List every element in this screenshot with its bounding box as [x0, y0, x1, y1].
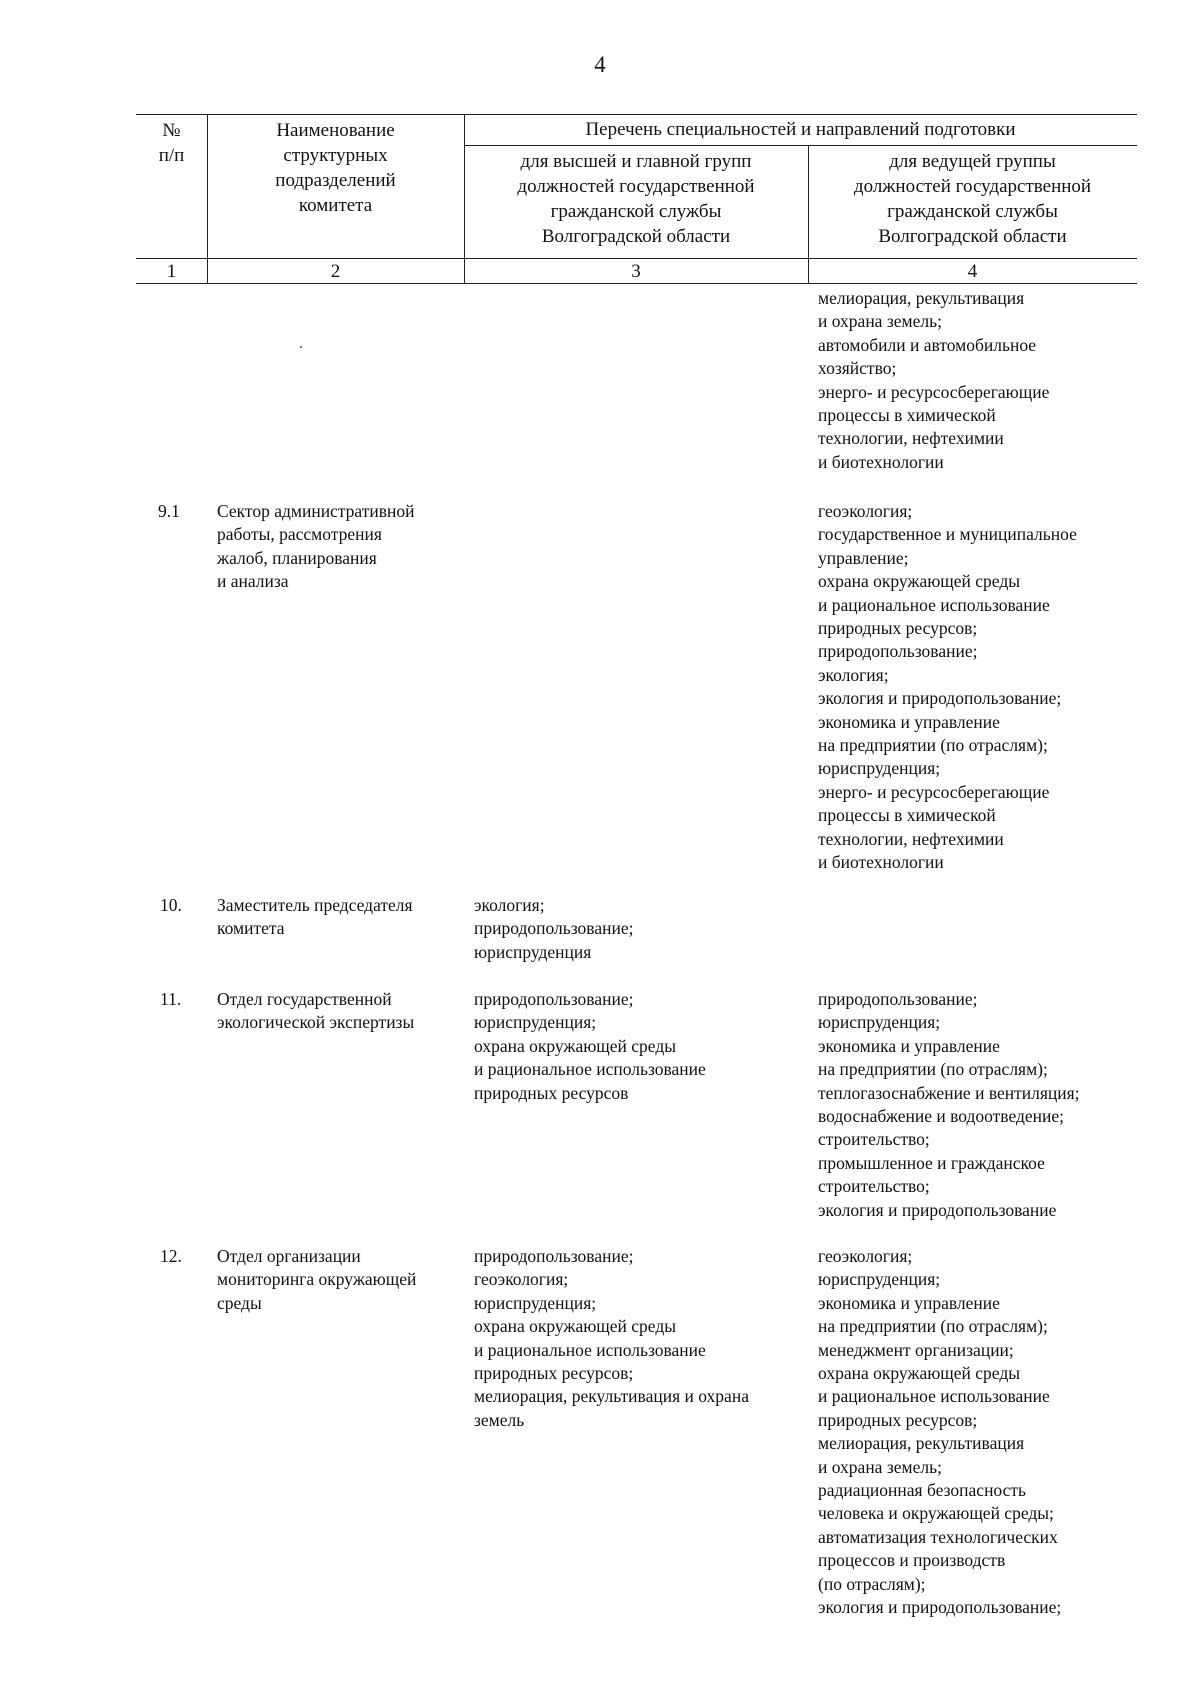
column-number-2: 2	[330, 261, 341, 282]
row-10-col3: экология; природопользование; юриспруденция	[474, 895, 634, 962]
column-number-1: 1	[166, 261, 177, 282]
row-10-number: 10.	[160, 895, 182, 915]
header-senior-groups: для высшей и главной групп должностей государственной гражданской службы Волгоградской области	[517, 151, 755, 247]
row-9-1-unit-name: Сектор административной работы, рассмотрения жалоб, планирования и анализа	[217, 501, 415, 592]
row-11-number: 11.	[160, 989, 182, 1009]
row-9-1-number: 9.1	[158, 501, 180, 521]
row-12-col4: геоэкология; юриспруденция; экономика и управление на предприятии (по отраслям); менеджмент организации; охрана окружающей среды и рациональное использование природных ресурсов; мелиорация, рекультивация и охрана земель; радиационная безопасность человека и окружающей среды; автоматизация технологических процессов и производств (по отраслям); экология и природопользование;	[818, 1246, 1062, 1618]
header-specialties-group: Перечень специальностей и направлений подготовки	[585, 119, 1016, 140]
row-12-col3: природопользование; геоэкология; юриспруденция; охрана окружающей среды и рациональное использование природных ресурсов; мелиорация, рекультивация и охрана земель	[474, 1246, 749, 1430]
row-11-col3: природопользование; юриспруденция; охрана окружающей среды и рациональное использование природных ресурсов	[474, 989, 706, 1103]
row-10-unit-name: Заместитель председателя комитета	[217, 895, 413, 939]
table-top-border	[136, 114, 1137, 115]
column-number-4: 4	[967, 261, 978, 282]
header-unit-name: Наименование структурных подразделений комитета	[275, 120, 396, 216]
row-9-1-col4: геоэкология; государственное и муниципальное управление; охрана окружающей среды и рациональное использование природных ресурсов; природопользование; экология; экология и природопользование; экономика и управление на предприятии (по отраслям); юриспруденция; энерго- и ресурсосберегающие процессы в химической технологии, нефтехимии и биотехнологии	[818, 501, 1077, 873]
row-12-unit-name: Отдел организации мониторинга окружающей среды	[217, 1246, 417, 1313]
group-header-divider	[464, 145, 1137, 146]
header-leading-group: для ведущей группы должностей государственной гражданской службы Волгоградской области	[853, 151, 1092, 247]
row-11-col4: природопользование; юриспруденция; экономика и управление на предприятии (по отраслям); теплогазоснабжение и вентиляция; водоснабжение и водоотведение; строительство; промышленное и гражданское строительство; экология и природопользование	[818, 989, 1080, 1220]
row-11-unit-name: Отдел государственной экологической экспертизы	[217, 989, 415, 1033]
header-number: № п/п	[158, 120, 185, 166]
row-continuation-col4: мелиорация, рекультивация и охрана земель; автомобили и автомобильное хозяйство; энерго- и ресурсосберегающие процессы в химической технологии, нефтехимии и биотехнологии	[818, 288, 1050, 472]
scan-speck	[300, 346, 302, 348]
column-number-3: 3	[631, 261, 641, 282]
row-12-number: 12.	[160, 1246, 182, 1266]
page-number: 4	[594, 52, 606, 77]
